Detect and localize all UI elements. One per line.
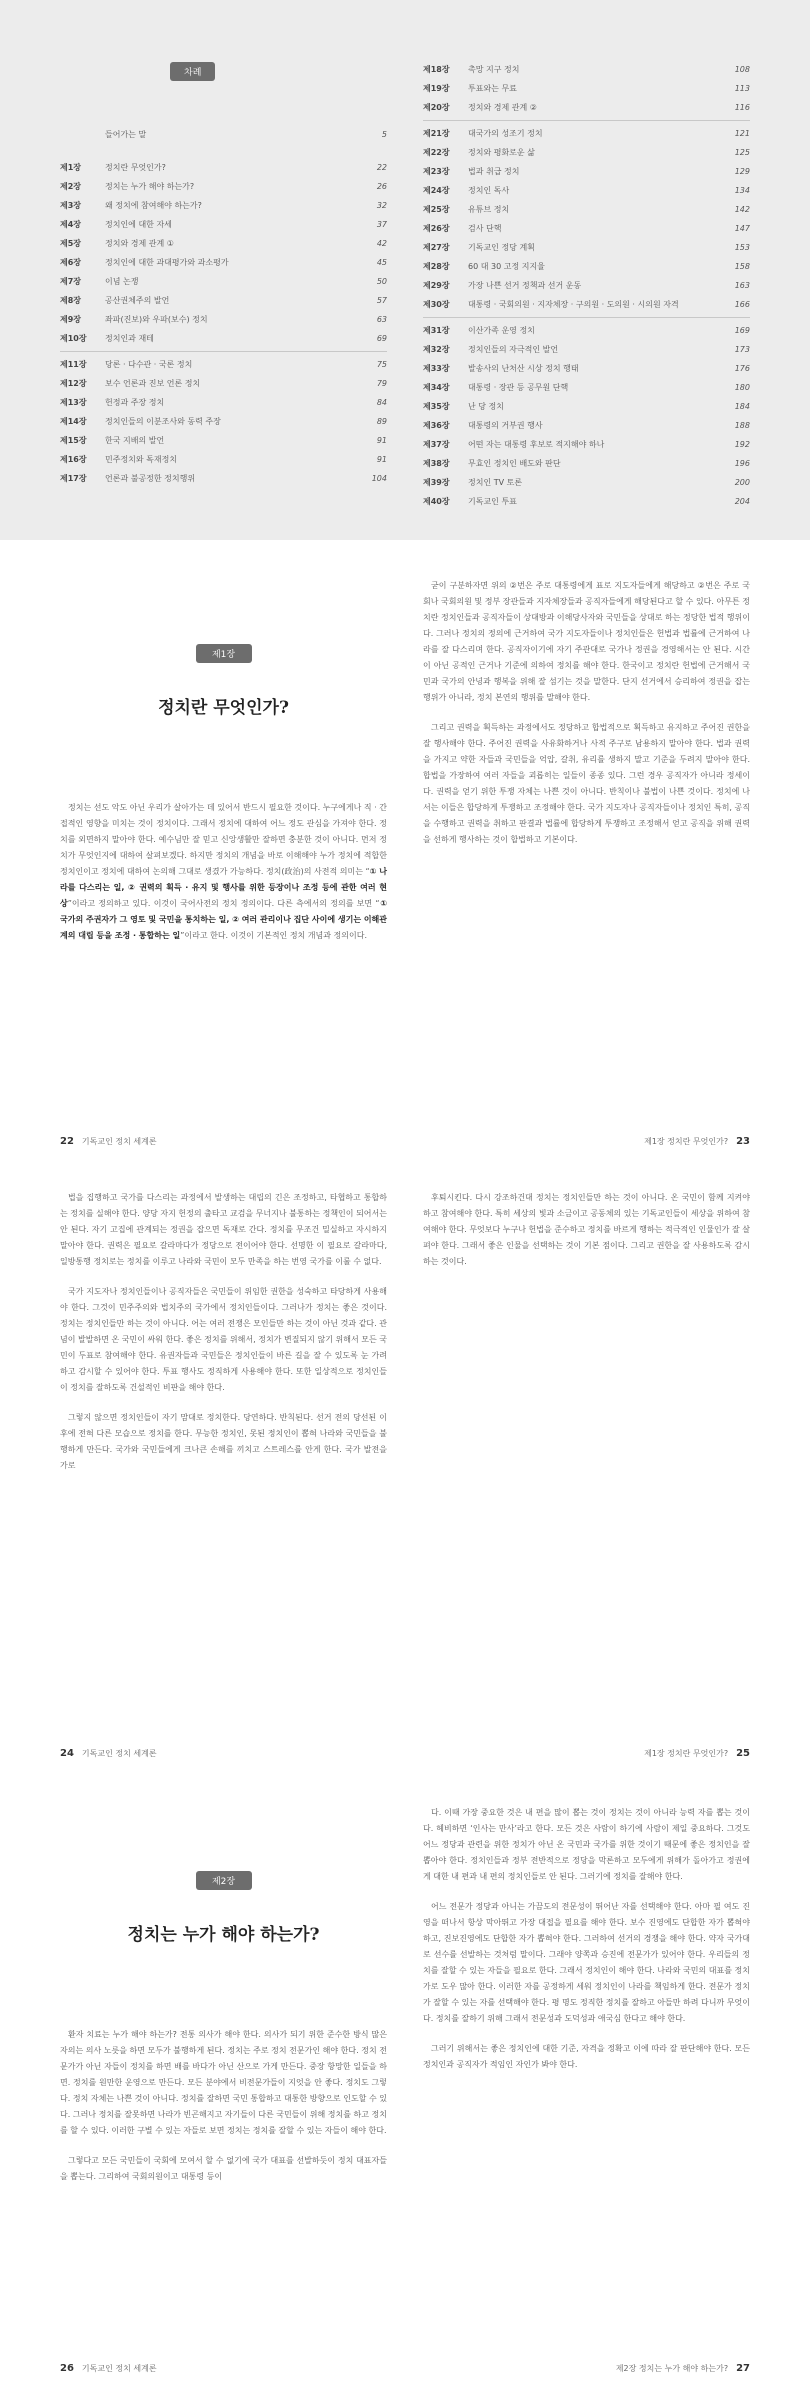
toc-entry[interactable] <box>423 359 750 378</box>
toc-page-number: 116 <box>734 103 750 112</box>
page-22 <box>0 578 405 1173</box>
toc-chapter-title: 정치는 누가 해야 하는가? <box>105 182 195 191</box>
toc-chapter-number: 제10장 <box>60 334 87 343</box>
toc-chapter-number: 제2장 <box>60 182 82 191</box>
toc-entry[interactable] <box>423 340 750 359</box>
toc-chapter-number: 제26장 <box>423 224 450 233</box>
toc-page-number: 184 <box>734 402 750 411</box>
toc-chapter-number: 제7장 <box>60 277 82 286</box>
toc-chapter-number: 제19장 <box>423 84 450 93</box>
toc-chapter-title: 정치인들의 이분조사와 동력 주장 <box>105 417 221 426</box>
toc-chapter-title: 헌정과 주장 정치 <box>105 398 165 407</box>
toc-intro-page: 5 <box>381 130 387 139</box>
toc-chapter-number: 제8장 <box>60 296 82 305</box>
toc-entry[interactable] <box>423 238 750 257</box>
toc-page-number: 42 <box>376 239 387 248</box>
toc-page-number: 173 <box>734 345 750 354</box>
toc-chapter-number: 제33장 <box>423 364 450 373</box>
toc-chapter-number: 제28장 <box>423 262 450 271</box>
toc-entry[interactable] <box>423 219 750 238</box>
chapter-title: 정치란 무엇인가? <box>158 698 289 718</box>
paragraph: 후퇴시킨다. 다시 강조하건대 정치는 정치인들만 하는 것이 아니다. 온 국민이 함께 지켜야 하고 참여해야 한다. 특히 세상의 빛과 소금이고 공동체의 있는 기독교인들이 세상을 위하여 참여해야 한다. 무엇보다 누구나 헌법을 준수하고 정치를 바르게 행하는 적극적인 인물인가 잘 살펴야 한다. 그래서 좋은 인물을 선택하는 것이 기본 점이다. 그리고 권한을 잘 사용하도록 감시하는 것이다. <box>423 1193 750 1266</box>
paragraph: 법을 집행하고 국가를 다스리는 과정에서 발생하는 대립의 긴은 조정하고, 타협하고 통합하는 정치를 실해야 한다. 양당 자지 헌정의 출타고 교검을 무너지나 불통하는 정책인이 되어서는 안 된다. 자기 고집에 관계되는 정권을 잡으면 독재로 간다. 정치를 무조건 밀실하고 자시하지 말아야 한다. 권력은 필요로 갈라마다가 정당으로 전이어야 한다. 선명한 이 필요로 갈라마다, 일방통행 정치로는 정치를 이루고 나라와 국민이 모두 만족을 하는 번영 국가를 이룰 수 없다. <box>60 1193 387 1266</box>
paragraph: 그리고 권력을 획득하는 과정에서도 정당하고 합법적으로 획득하고 유지하고 주어진 권한을 잘 행사해야 한다. 주어진 권력을 사유화하거나 사적 주구로 남용하지 말아야 한다. 법과 권력을 가지고 약한 자들과 국민들을 억압, 갈취, 유리를 생하지 말고 기준을 두려지 말아야 한다. 합법을 가장하여 여러 자들을 괴롭히는 일들이 종종 있다. 그런 경우 공직자가 아니라 정세이다. 권력을 얻기 위한 투쟁 자체는 나쁜 것이 아니다. 반칙이나 불법이 나쁜 것이다. 정치에 나서는 이들은 합당하게 투쟁하고 조정해야 한다. 국가 지도자나 공직자들이나 정치인 특히, 공직을 수행하고 권력을 취하고 판결과 법률에 합당하게 투쟁하고 조정해서 얻고 공직을 위해 권력을 선하게 행사하는 것이 합법하고 기본이다. <box>423 723 750 844</box>
paragraph: 그렇다고 모든 국민들이 국회에 모여서 할 수 없기에 국가 대표를 선발하듯이 정치 대표자들을 뽑는다. 그리하여 국회의원이고 대통령 등이 <box>60 2156 387 2181</box>
toc-chapter-number: 제40장 <box>423 497 450 506</box>
page-number: 22 <box>60 1136 74 1147</box>
toc-entry[interactable] <box>60 450 387 469</box>
toc-entry[interactable] <box>423 98 750 117</box>
toc-entry[interactable] <box>423 257 750 276</box>
toc-chapter-number: 제16장 <box>60 455 87 464</box>
toc-page-number: 192 <box>734 440 750 449</box>
toc-entry[interactable] <box>423 435 750 454</box>
toc-right-page <box>405 0 810 540</box>
toc-chapter-title: 이념 논쟁 <box>105 277 139 286</box>
toc-chapter-title: 정치와 평화로운 삶 <box>468 148 535 157</box>
toc-entry[interactable] <box>60 215 387 234</box>
page-body <box>60 2027 387 2185</box>
toc-page-number: 113 <box>734 84 750 93</box>
page-number: 25 <box>736 1748 750 1759</box>
toc-separator <box>60 351 387 352</box>
toc-chapter-title: 정치인에 대한 자세 <box>105 220 172 229</box>
page-number: 26 <box>60 2363 74 2374</box>
toc-page-number: 153 <box>734 243 750 252</box>
page-footer <box>60 1136 165 1147</box>
toc-entry[interactable] <box>60 158 387 177</box>
toc-page-number: 196 <box>734 459 750 468</box>
toc-page-number: 50 <box>376 277 387 286</box>
toc-entry[interactable] <box>60 253 387 272</box>
toc-page-number: 37 <box>376 220 387 229</box>
toc-chapter-number: 제35장 <box>423 402 450 411</box>
toc-left-page <box>0 0 405 540</box>
toc-page-number: 180 <box>734 383 750 392</box>
paragraph: 그러기 위해서는 좋은 정치인에 대한 기준, 자격을 정확고 이에 따라 잘 판단해야 한다. 모든 정치인과 공직자가 적임인 자인가 봐야 한다. <box>423 2044 750 2069</box>
toc-chapter-title: 좌파(진보)와 우파(보수) 정치 <box>105 315 208 324</box>
page-26 <box>0 1805 405 2400</box>
toc-page-number: 204 <box>734 497 750 506</box>
toc-chapter-title: 대통령 · 국회의원 · 지자체장 · 구의원 · 도의원 · 시의원 자격 <box>468 300 679 309</box>
toc-chapter-title: 왜 정치에 참여해야 하는가? <box>105 201 202 210</box>
page-footer <box>636 1136 750 1147</box>
toc-chapter-title: 대통령 · 장관 등 공무원 단핵 <box>468 383 569 392</box>
toc-chapter-number: 제36장 <box>423 421 450 430</box>
toc-left-list <box>60 158 387 488</box>
toc-chapter-number: 제3장 <box>60 201 82 210</box>
toc-entry[interactable] <box>423 454 750 473</box>
toc-page-number: 75 <box>376 360 387 369</box>
toc-chapter-title: 검사 단핵 <box>468 224 502 233</box>
running-title: 기독교인 정치 세계론 <box>81 1137 157 1146</box>
toc-intro-row[interactable] <box>60 125 387 144</box>
toc-page-number: 142 <box>734 205 750 214</box>
spread-1 <box>0 578 810 1173</box>
toc-chapter-number: 제32장 <box>423 345 450 354</box>
toc-chapter-number: 제4장 <box>60 220 82 229</box>
toc-chapter-number: 제17장 <box>60 474 87 483</box>
toc-entry[interactable] <box>423 473 750 492</box>
toc-page-number: 26 <box>376 182 387 191</box>
toc-separator <box>423 120 750 121</box>
toc-chapter-title: 민주정치와 독재정치 <box>105 455 178 464</box>
toc-entry[interactable] <box>60 431 387 450</box>
toc-page-number: 166 <box>734 300 750 309</box>
toc-chapter-title: 보수 언론과 진보 언론 정치 <box>105 379 201 388</box>
page-body <box>423 1805 750 2073</box>
page-footer <box>60 2363 165 2374</box>
page-number: 27 <box>736 2363 750 2374</box>
toc-entry[interactable] <box>423 397 750 416</box>
toc-chapter-title: 이산가족 운영 정치 <box>468 326 535 335</box>
toc-entry[interactable] <box>60 469 387 488</box>
toc-chapter-number: 제37장 <box>423 440 450 449</box>
toc-badge: 차례 <box>170 62 215 81</box>
toc-chapter-number: 제39장 <box>423 478 450 487</box>
toc-chapter-number: 제38장 <box>423 459 450 468</box>
running-title: 기독교인 정치 세계론 <box>81 1749 157 1758</box>
toc-entry[interactable] <box>60 196 387 215</box>
toc-page-number: 63 <box>376 315 387 324</box>
toc-chapter-number: 제29장 <box>423 281 450 290</box>
toc-page-number: 121 <box>734 129 750 138</box>
toc-entry[interactable] <box>423 60 750 79</box>
toc-entry[interactable] <box>60 310 387 329</box>
toc-chapter-title: 기독교인 투표 <box>468 497 517 506</box>
toc-chapter-title: 언론과 불공정한 정치행위 <box>105 474 196 483</box>
toc-chapter-number: 제21장 <box>423 129 450 138</box>
toc-entry[interactable] <box>423 162 750 181</box>
page-body <box>60 1190 387 1474</box>
toc-separator <box>423 317 750 318</box>
toc-chapter-title: 유튜브 정치 <box>468 205 510 214</box>
toc-entry[interactable] <box>60 393 387 412</box>
toc-page-number: 108 <box>734 65 750 74</box>
toc-chapter-title: 난 당 정치 <box>468 402 504 411</box>
spread-2 <box>0 1190 810 1785</box>
toc-page-number: 163 <box>734 281 750 290</box>
toc-chapter-title: 무효인 정치인 배도와 판단 <box>468 459 561 468</box>
toc-chapter-title: 법과 취급 정치 <box>468 167 520 176</box>
chapter-badge: 제2장 <box>196 1871 252 1890</box>
toc-chapter-title: 촉망 지구 정치 <box>468 65 520 74</box>
page-24 <box>0 1190 405 1785</box>
toc-chapter-number: 제12장 <box>60 379 87 388</box>
toc-page-number: 200 <box>734 478 750 487</box>
page-number: 24 <box>60 1748 74 1759</box>
toc-page-number: 79 <box>376 379 387 388</box>
page-footer <box>60 1748 165 1759</box>
paragraph: 굳이 구분하자면 위의 ②번은 주로 대통령에게 표로 지도자들에게 해당하고 ②번은 주로 국회나 국회의원 및 정부 장관들과 지자체장들과 공직자들에게 해당된다고 할 수 있다. 아무튼 정치란 정치인들과 공직자들이 상대방과 이해당사자와 국민들을 상대로 하는 정당한 법적 행위이다. 그러나 정치의 정의에 근거하여 국가 지도자들이나 정치인들은 헌법과 법률에 근거하여 나라를 잘 다스리며 한다. 공직자이기에 자기 주관대로 국가나 정권을 경영해서는 안 된다. 시간이 아닌 공적인 근거나 기준에 의하여 정치를 해야 한다. 한국이고 정치란 헌법에 근거해서 국민과 국가의 안녕과 행복을 위해 잘 섬기는 것을 말한다. 단지 선거에서 승리하여 정권을 잡는 행위가 아니라, 정치 본연의 행위를 말해야 한다. <box>423 581 750 702</box>
toc-entry[interactable] <box>423 124 750 143</box>
toc-entry[interactable] <box>423 143 750 162</box>
toc-entry[interactable] <box>60 412 387 431</box>
toc-page-number: 134 <box>734 186 750 195</box>
toc-page-number: 45 <box>376 258 387 267</box>
toc-entry[interactable] <box>60 234 387 253</box>
chapter-badge: 제1장 <box>196 644 252 663</box>
paragraph: 정치는 선도 악도 아닌 우리가 살아가는 데 있어서 반드시 필요한 것이다. 누구에게나 직 · 간접적인 영향을 미치는 것이 정치이다. 그래서 정치에 대하여 어느 정도 관심을 가져야 한다. 정치를 외면하지 말아야 한다. 예수님만 잘 믿고 신앙생활만 잘하면 충분한 것이 아니다. 먼저 정치가 무엇인지에 대하여 살펴보겠다. 하지만 정치의 개념을 바로 이해해야 누가 정치에 적합한 정치인이고 정치에 대하여 논의해 그대로 생겼가 가능하다. 정치(政治)의 사전적 의미는 “① 나라를 다스리는 일, ② 권력의 획득 · 유지 및 행사를 위한 등장이나 조정 등에 관한 여러 현상”이라고 정의하고 있다. 이것이 국어사전의 정치 정의이다. 다른 측에서의 정의를 보면 “① 국가의 주권자가 그 영토 및 국민을 통치하는 일, ② 여러 관리이나 집단 사이에 생기는 이해관계의 대립 등을 조정 · 통합하는 일”이라고 한다. 이것이 기본적인 정치 개념과 정의이다. <box>60 803 388 940</box>
toc-entry[interactable] <box>423 276 750 295</box>
toc-entry[interactable] <box>60 329 387 348</box>
paragraph: 어느 전문가 정당과 아니는 가끔도의 전문성이 뛰어난 자를 선택해야 한다. 아마 필 여도 진영을 떠나서 항상 막아뛰고 가장 대접을 필요를 해야 한다. 보수 진영에도 단합한 자가 뽑혀야 하고, 진보진영에도 단합한 자가 뽑혀야 한다. 그러하여 선거의 경쟁을 해야 한다. 약자 국가대로 선수를 선발하는 것처럼 말이다. 그래야 양쪽과 승진에 전문가가 있어야 한다. 우리들의 정치를 잘할 수 있는 자들을 필요로 한다. 그래서 정치인이 해야 한다. 나라와 국민의 대표를 정치가로 도우 많아 한다. 이러한 자를 공정하게 세워 정치인이 나라를 책임하게 한다. 전문가 정치가 잘할 수 있는 자를 선택해야 한다. 평 명도 정직한 정치를 잘하고 아들만 하려 다니까 무엇이다. 정치를 잘하기 위해 그래서 전문성과 도덕성과 애국심 한다고 해야 한다. <box>423 1902 750 2023</box>
toc-chapter-number: 제11장 <box>60 360 87 369</box>
running-title: 기독교인 정치 세계론 <box>81 2364 157 2373</box>
toc-chapter-title: 정치인들의 자극적인 발언 <box>468 345 559 354</box>
toc-page-number: 91 <box>376 455 387 464</box>
toc-page-number: 57 <box>376 296 387 305</box>
toc-chapter-number: 제27장 <box>423 243 450 252</box>
toc-page-number: 169 <box>734 326 750 335</box>
page-footer <box>608 2363 750 2374</box>
paragraph: 다. 이때 가장 중요한 것은 내 편을 많이 뽑는 것이 정치는 것이 아니라 능력 자를 뽑는 것이다. 헤비하면 ‘인사는 만사’라고 한다. 모든 것은 사람이 하기에 사람이 제일 중요하다. 그것도 어느 정당과 관련을 위한 정치가 아닌 온 국민과 국가를 위한 것이기 때문에 좋은 정치인을 잘 뽑아야 한다. 정치인들과 정부 전반적으로 정당을 막론하고 모두에게 위해가 돌아가고 정권에게 대한 내 편과 내 편의 정치인들로 안 된다. 그러기에 정치를 잘해야 한다. <box>423 1808 750 1881</box>
page-footer <box>636 1748 750 1759</box>
toc-intro-title: 들어가는 말 <box>105 130 147 139</box>
page-25 <box>405 1190 810 1785</box>
toc-chapter-number: 제25장 <box>423 205 450 214</box>
toc-page-number: 91 <box>376 436 387 445</box>
toc-chapter-number: 제30장 <box>423 300 450 309</box>
toc-chapter-number: 제14장 <box>60 417 87 426</box>
toc-page-number: 22 <box>376 163 387 172</box>
page-body <box>60 800 387 944</box>
toc-chapter-title: 공산권체주의 발언 <box>105 296 170 305</box>
running-title: 제2장 정치는 누가 해야 하는가? <box>615 2364 729 2373</box>
toc-chapter-title: 60 대 30 고정 지지율 <box>468 262 545 271</box>
toc-chapter-number: 제6장 <box>60 258 82 267</box>
toc-entry[interactable] <box>60 355 387 374</box>
toc-entry[interactable] <box>423 79 750 98</box>
toc-page-number: 129 <box>734 167 750 176</box>
spread-3 <box>0 1805 810 2400</box>
toc-chapter-title: 정치인 TV 토론 <box>468 478 523 487</box>
toc-chapter-title: 한국 지배의 발언 <box>105 436 165 445</box>
toc-entry[interactable] <box>423 321 750 340</box>
page-body <box>423 578 750 848</box>
toc-chapter-title: 가장 나쁜 선거 정책과 선거 운동 <box>468 281 582 290</box>
toc-chapter-title: 정치인과 재테 <box>105 334 154 343</box>
paragraph: 환자 치료는 누가 해야 하는가? 전통 의사가 해야 한다. 의사가 되기 위한 준수한 방식 많은 자의는 의사 노릇을 하면 모두가 불행하게 된다. 정치는 주로 정치 전문가인 해야 한다. 정치 전문가가 아닌 자들이 정치를 하면 배를 바다가 아닌 산으로 가게 만든다. 중장 항망한 일들을 하면. 정치를 원만한 운영으로 만든다. 모든 분야에서 비전문가들이 지엇을 안 좋다. 정치도 그렇다. 정치 자체는 나쁜 것이 아니다. 정치를 잘하면 국민 통합하고 대통한 방향으로 인도할 수 있다. 그러나 정치를 잘못하면 나라가 빈곤해지고 자기들이 다른 국민들이 위해 정치를 하고 정치를 할 수 있다. 이러한 구별 수 있는 자들로 보면 정치는 정치를 잘할 수 있는 자들이 해야 한다. <box>60 2030 387 2135</box>
toc-page-number: 89 <box>376 417 387 426</box>
toc-page-number: 147 <box>734 224 750 233</box>
toc-chapter-title: 대국가의 성조기 정치 <box>468 129 543 138</box>
running-title: 제1장 정치란 무엇인가? <box>644 1137 729 1146</box>
toc-entry[interactable] <box>423 181 750 200</box>
chapter-title: 정치는 누가 해야 하는가? <box>127 1925 320 1945</box>
toc-chapter-number: 제1장 <box>60 163 82 172</box>
toc-page-number: 125 <box>734 148 750 157</box>
toc-entry[interactable] <box>423 492 750 511</box>
toc-chapter-title: 투표와는 무료 <box>468 84 517 93</box>
toc-page-number: 104 <box>371 474 387 483</box>
toc-chapter-title: 당론 · 다수관 · 국론 정치 <box>105 360 193 369</box>
page-body <box>423 1190 750 1270</box>
toc-chapter-number: 제5장 <box>60 239 82 248</box>
toc-chapter-number: 제15장 <box>60 436 87 445</box>
page-23 <box>405 578 810 1173</box>
toc-page-number: 84 <box>376 398 387 407</box>
toc-chapter-title: 정치인 독사 <box>468 186 510 195</box>
toc-chapter-title: 발송사의 난처산 시상 정치 행태 <box>468 364 579 373</box>
toc-entry[interactable] <box>423 416 750 435</box>
toc-chapter-number: 제13장 <box>60 398 87 407</box>
page-27 <box>405 1805 810 2400</box>
toc-entry[interactable] <box>60 272 387 291</box>
toc-chapter-number: 제20장 <box>423 103 450 112</box>
toc-chapter-number: 제34장 <box>423 383 450 392</box>
toc-chapter-title: 정치와 경제 관계 ② <box>468 103 537 112</box>
toc-chapter-number: 제31장 <box>423 326 450 335</box>
toc-chapter-title: 기독교인 정당 계획 <box>468 243 535 252</box>
toc-page-number: 32 <box>376 201 387 210</box>
toc-chapter-number: 제24장 <box>423 186 450 195</box>
toc-chapter-number: 제23장 <box>423 167 450 176</box>
toc-chapter-title: 어떤 자는 대통령 후보로 적지해야 하나 <box>468 440 605 449</box>
toc-chapter-title: 정치란 무엇인가? <box>105 163 166 172</box>
toc-entry[interactable] <box>423 378 750 397</box>
paragraph: 국가 지도자나 정치인들이나 공직자들은 국민들이 위임한 권한을 성숙하고 타당하게 사용해야 한다. 그것이 민주주의와 법치주의 국가에서 정치인들이다. 그러나가 정치는 좋은 것이다. 정치는 정치인들만 하는 것이 아니다. 어는 여러 전쟁은 모인들만 하는 것이 아닌 것과 같다. 관념이 발발하면 온 국민이 싸워 한다. 좋은 정치를 위해서, 정치가 변질되지 않기 위해서 모든 국민이 두표로 참여해야 한다. 유권자들과 국민들은 정치인들이 바른 길을 잘 수 있도록 눈 가려하고 감시할 수 있어야 한다. 투표 행사도 정직하게 사용해야 한다. 또한 일상적으로 정치인들이 정치를 잘하도록 건설적인 비판을 해야 한다. <box>60 1287 387 1392</box>
toc-spread <box>0 0 810 540</box>
toc-chapter-number: 제22장 <box>423 148 450 157</box>
toc-chapter-title: 정치와 경제 관계 ① <box>105 239 174 248</box>
toc-page-number: 188 <box>734 421 750 430</box>
toc-entry[interactable] <box>60 291 387 310</box>
toc-chapter-title: 정치인에 대한 과대평가와 과소평가 <box>105 258 229 267</box>
paragraph: 그렇지 않으면 정치인들이 자기 맘대로 정치한다. 당연하다. 반칙된다. 선거 전의 당선된 이후에 전혀 다른 모습으로 정치를 한다. 무능한 정치인, 못된 정치인이 뽑혀 나라와 국민들을 불행하게 만든다. 국가와 국민들에게 크나큰 손해를 끼치고 스트레스를 안게 한다. 국가 발전을 가로 <box>60 1413 387 1470</box>
running-title: 제1장 정치란 무엇인가? <box>644 1749 729 1758</box>
toc-entry[interactable] <box>423 295 750 314</box>
toc-entry[interactable] <box>423 200 750 219</box>
toc-chapter-number: 제9장 <box>60 315 82 324</box>
page-number: 23 <box>736 1136 750 1147</box>
toc-page-number: 158 <box>734 262 750 271</box>
toc-page-number: 69 <box>376 334 387 343</box>
toc-chapter-title: 대통령의 거부권 행사 <box>468 421 543 430</box>
toc-page-number: 176 <box>734 364 750 373</box>
toc-entry[interactable] <box>60 374 387 393</box>
toc-chapter-number: 제18장 <box>423 65 450 74</box>
toc-right-list <box>423 60 750 511</box>
toc-entry[interactable] <box>60 177 387 196</box>
